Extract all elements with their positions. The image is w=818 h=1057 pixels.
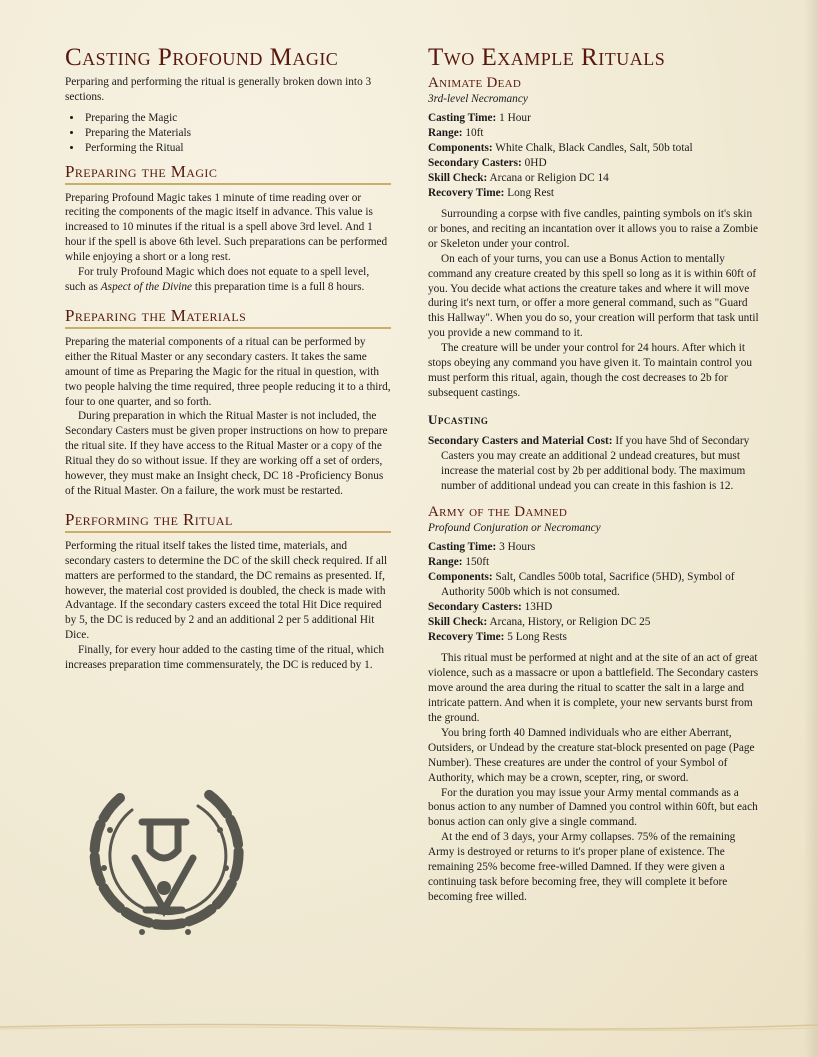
right-column (428, 44, 762, 905)
stat-range: Range: 10ft (428, 127, 484, 139)
list-item: • Performing the Ritual (83, 141, 391, 156)
upcasting-paragraph: Secondary Casters and Material Cost: If you have 5hd of Secondary Casters you may create an additional 2 undead creatures, but must increase the material cost by 2b per additional body. The maximum number of additional undead you can create in this fashion is 12. (428, 434, 750, 492)
heading-preparing-the-materials: Preparing the Materials (65, 306, 391, 329)
stat-secondary-casters: Secondary Casters: 0HD (428, 157, 547, 169)
section-title-two-example-rituals: Two Example Rituals (428, 44, 666, 71)
paragraph: Performing the ritual itself takes the listed time, materials, and secondary casters to determine the DC of the skill check required. If all matters are performed to the standard, the DC remains as presented. If, however, the material cost provided is doubled, the check is made with Advantage. If the secondary casters exceed the total Hit Dice required by 5, the DC is reduced by 2 and an additional 2 per 5 additional Hit Dice. (65, 539, 388, 642)
ritual-name-animate-dead: Animate Dead (428, 75, 522, 91)
heading-performing-the-ritual: Performing the Ritual (65, 510, 391, 533)
stat-skill-check: Skill Check: Arcana, History, or Religion DC 25 (428, 616, 651, 629)
stat-recovery-time: Recovery Time: Long Rest (428, 187, 555, 199)
stat-block (428, 540, 762, 645)
heading-upcasting: Upcasting (428, 411, 489, 427)
list-item: • Preparing the Magic (83, 111, 391, 126)
ritual-subtitle: 3rd-level Necromancy (428, 93, 528, 105)
paragraph: Preparing Profound Magic takes 1 minute of time reading over or reciting the components of the magic itself in advance. This value is increased to 10 minutes if the ritual is a spell above 3rd level. And 1 hour if the spell is above 6th level. Such preparations can be performed while enjoying a short or a long rest. (65, 191, 388, 264)
stat-components: Components: White Chalk, Black Candles, Salt, 50b total (428, 142, 693, 154)
intro-paragraph: Perparing and performing the ritual is generally broken down into 3 sections. (65, 76, 372, 103)
stat-skill-check: Skill Check: Arcana or Religion DC 14 (428, 172, 609, 184)
left-column (65, 44, 391, 673)
ritual-sigil-icon (80, 770, 245, 955)
footer-ornament (0, 1021, 818, 1031)
stat-components: Components: Salt, Candles 500b total, Sacrifice (5HD), Symbol of Authority 500b which is not consumed. (428, 571, 735, 599)
paragraph: Preparing the material components of a ritual can be performed by either the Ritual Master or any secondary casters. It takes the same amount of time as Preparing the Magic for the ritual in question, with two people halving the time required, three people reducing it to a third, four to one quarter, and so forth. (65, 335, 391, 408)
heading-preparing-the-magic: Preparing the Magic (65, 162, 391, 185)
section-title-casting-profound-magic: Casting Profound Magic (65, 44, 339, 71)
spell-name-emphasis: Aspect of the Divine (100, 280, 193, 293)
paragraph: You bring forth 40 Damned individuals who are either Aberrant, Outsiders, or Undead by the creature stat-block presented on page (Page Number). These creatures are under the control of your Symbol of Authority, which may be a crown, scepter, ring, or sword. (428, 726, 755, 784)
paragraph: On each of your turns, you can use a Bonus Action to mentally command any creature created by this spell so long as it is within 60ft of you. You decide what actions the creature takes and where it will move during it's next turn, or offer a more general command, such as "Guard this Hallway". When you do so, your creation will perform that task until you provide a new command to it. (428, 252, 759, 340)
ritual-name-army-of-the-damned: Army of the Damned (428, 504, 568, 521)
sections-list (65, 111, 391, 156)
stat-casting-time: Casting Time: 1 Hour (428, 112, 531, 124)
stat-secondary-casters: Secondary Casters: 13HD (428, 601, 553, 614)
paragraph: This ritual must be performed at night and at the site of an act of great violence, such as a massacre or upon a battlefield. The Secondary casters move around the area during the ritual to scatter the salt in a large and intricate pattern. And when it is complete, your new servants burst from the ground. (428, 652, 759, 725)
page-edge-shadow (804, 0, 818, 1057)
stat-casting-time: Casting Time: 3 Hours (428, 541, 536, 554)
stat-range: Range: 150ft (428, 556, 490, 569)
paragraph: During preparation in which the Ritual Master is not included, the Secondary Casters must be given proper instructions on how to prepare the ritual site. If they have access to the Ritual Master or a copy of the Ritual they do so without issue. If they are working off a set of orders, however, they must make an Insight check, DC 18 -Proficiency Bonus of the Ritual Master. On a failure, the work must be restarted. (65, 410, 388, 497)
paragraph: Surrounding a corpse with five candles, painting symbols on it's skin or bones, and reciting an incantation over it allows you to raise a Zombie or Skeleton under your control. (428, 208, 759, 250)
ritual-subtitle: Profound Conjuration or Necromancy (428, 522, 601, 535)
stat-recovery-time: Recovery Time: 5 Long Rests (428, 631, 567, 644)
paragraph: Finally, for every hour added to the casting time of the ritual, which increases preparation time commensurately, the DC is reduced by 1. (65, 644, 385, 672)
paragraph: For truly Profound Magic which does not equate to a spell level, such as Aspect of the Divine this preparation time is a full 8 hours. (65, 266, 370, 293)
paragraph: At the end of 3 days, your Army collapses. 75% of the remaining Army is destroyed or returns to it's proper plane of existence. The remaining 25% become free-willed Damned. If they were given a continuing task before becoming free, they will complete it before becoming free willed. (428, 831, 736, 903)
paragraph: The creature will be under your control for 24 hours. After which it stops obeying any command you have given it. To maintain control you must perform this ritual, again, though the cost decreases to 2b for subsequent castings. (428, 342, 753, 399)
paragraph: For the duration you may issue your Army mental commands as a bonus action to any number of Damned you control within 60ft, but each bonus action can only give a single command. (428, 786, 758, 829)
list-item: • Preparing the Materials (83, 126, 391, 141)
stat-block (428, 111, 762, 201)
